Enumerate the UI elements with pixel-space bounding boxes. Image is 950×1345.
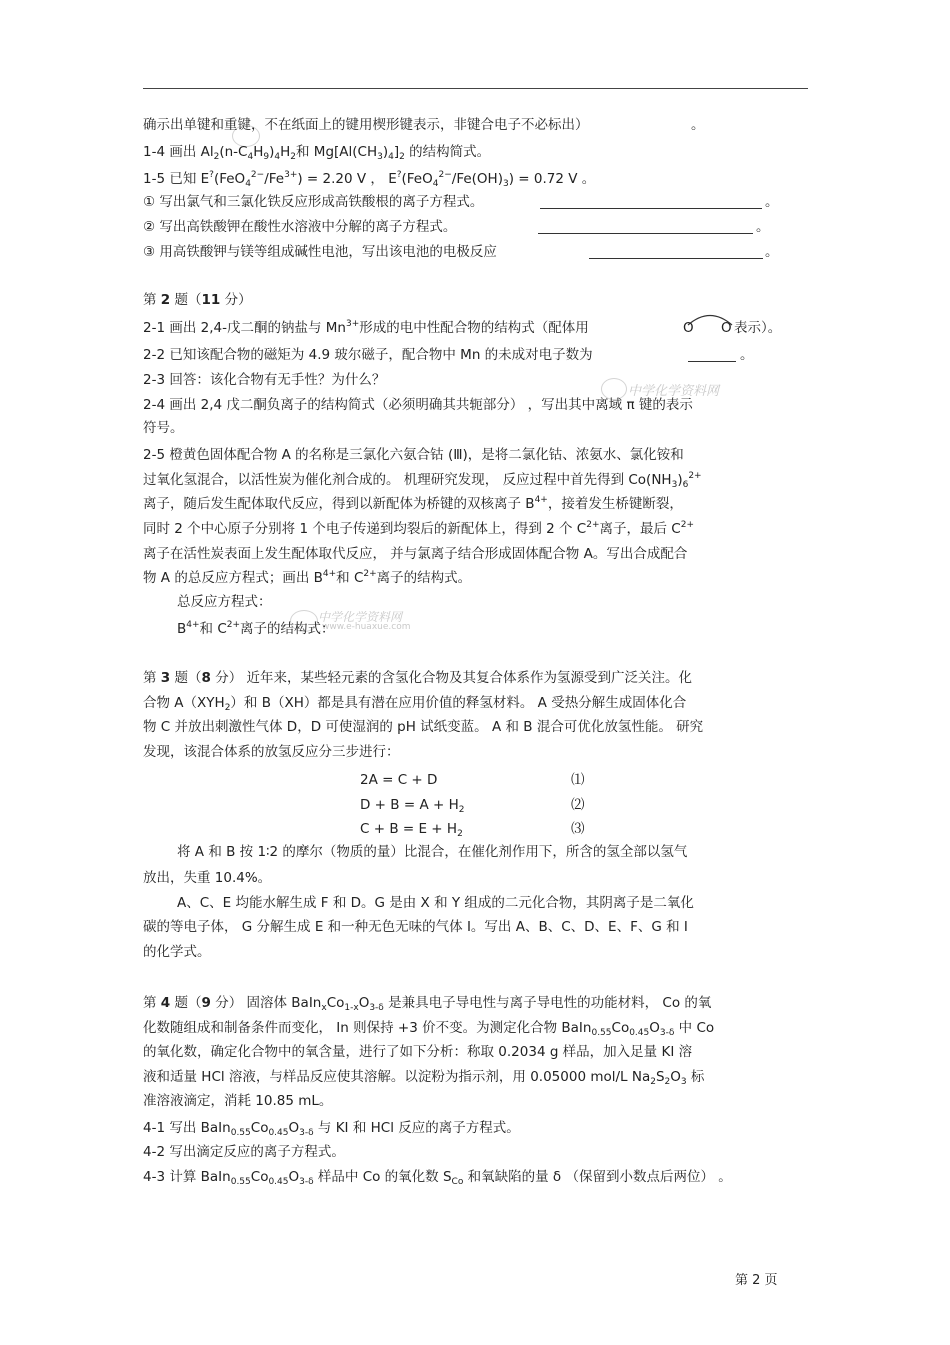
text-line: 的化学式。	[143, 944, 211, 960]
equation-1: 2A = C + D	[360, 772, 438, 788]
text-line: 放出，失重 10.4%。	[143, 870, 272, 886]
equation-3: $C + B = E + H_2$	[360, 821, 463, 839]
equation-number: ⑵	[571, 797, 585, 813]
question-4-3: 4-3 计算 $BaIn_{0.55}Co_{0.45}O_{3-\delta}$ 样品中 Co 的氧化数 $S_{Co}$ 和氧缺陷的量 δ （保留到小数点后两位） 。	[143, 1169, 732, 1187]
question-3-heading: 第 3 题（8 分） 近年来，某些轻元素的含氢化合物及其复合体系作为氢源受到广泛关注。化	[143, 670, 692, 686]
sub-question-2: ② 写出高铁酸钾在酸性水溶液中分解的离子方程式。 。	[143, 219, 770, 235]
text-line: 同时 2 个中心原子分别将 1 个电子传递到均裂后的新配体上，得到 2 个 $C^{2+}$离子，最后 $C^{2+}$	[143, 520, 695, 537]
text-line: 将 A 和 B 按 1∶2 的摩尔（物质的量）比混合，在催化剂作用下，所含的氢全部以氢气	[177, 844, 688, 860]
equation-number: ⑶	[571, 821, 585, 837]
answer-label-equation: 总反应方程式：	[177, 594, 272, 610]
question-2-4-cont: 符号。	[143, 420, 184, 436]
watermark-brand: 中学化学资料网	[318, 610, 403, 624]
answer-blank[interactable]	[538, 221, 753, 234]
text-line: 离子在活性炭表面上发生配体取代反应， 并与氯离子结合形成固体配合物 A。写出合成配合	[143, 546, 688, 562]
question-1-5: 1-5 已知 $E^?(FeO_4^{2-}/Fe^{3+}) = 2.20$ V ， $E^?(FeO_4^{2-}/Fe(OH)_3) = 0.72$ V 。	[143, 170, 596, 189]
answer-blank[interactable]	[540, 196, 762, 209]
question-2-3: 2-3 回答：该化合物有无手性？为什么？	[143, 372, 386, 388]
question-4-2: 4-2 写出滴定反应的离子方程式。	[143, 1144, 345, 1160]
text-line: 确示出单键和重键，不在纸面上的键用楔形键表示，非键合电子不必标出） 。	[143, 117, 705, 133]
text-line: 碳的等电子体， G 分解生成 E 和一种无色无味的气体 I。写出 A、B、C、D、E、F、G 和 I	[143, 919, 688, 935]
text-line: 物 C 并放出刺激性气体 D，D 可使湿润的 pH 试纸变蓝。 A 和 B 混合可优化放氢性能。 研究	[143, 719, 704, 735]
question-2-4: 2-4 画出 2,4 戊二酮负离子的结构简式（必须明确其共轭部分） ，写出其中离域 π 键的表示	[143, 397, 693, 413]
question-4-1: 4-1 写出 $BaIn_{0.55}Co_{0.45}O_{3-\delta}$ 与 KI 和 HCl 反应的离子方程式。	[143, 1120, 520, 1138]
text-line: 离子，随后发生配体取代反应，得到以新配体为桥键的双核离子 $B^{4+}$，接着发生桥键断裂，	[143, 495, 683, 512]
watermark-url: www.e-huaxue.com	[322, 622, 411, 632]
sub-question-3: ③ 用高铁酸钾与镁等组成碱性电池，写出该电池的电极反应 。	[143, 244, 779, 260]
question-4-heading: 第 4 题（9 分） 固溶体 $BaIn_xCo_{1-x}O_{3-\delta}$ 是兼具电子导电性与离子导电性的功能材料， Co 的氧	[143, 995, 712, 1013]
question-2-2: 2-2 已知该配合物的磁矩为 4.9 玻尔磁子，配合物中 Mn 的未成对电子数为 。	[143, 347, 754, 363]
text-line: 合物 $A(XYH_2)$和 B（XH）都是具有潜在应用价值的释氢材料。 A 受热分解生成固体化合	[143, 695, 687, 713]
text-line: 的氧化数，确定化合物中的氧含量，进行了如下分析：称取 0.2034 g 样品，加入足量 KI 溶	[143, 1044, 693, 1060]
answer-label-structure: $B^{4+}$和 $C^{2+}$离子的结构式：	[177, 620, 335, 637]
text-line: 化数随组成和制备条件而变化， In 则保持 +3 价不变。为测定化合物 $BaIn_{0.55}Co_{0.45}O_{3-\delta}$ 中 Co	[143, 1020, 715, 1038]
question-2-5: 2-5 橙黄色固体配合物 A 的名称是三氯化六氨合钴 (Ⅲ)，是将二氯化钴、浓氨水、氯化铵和	[143, 447, 684, 463]
watermark-brand: 中学化学资料网	[628, 384, 720, 399]
sub-question-1: ① 写出氯气和三氯化铁反应形成高铁酸根的离子方程式。 。	[143, 194, 779, 210]
text-line: 发现，该混合体系的放氢反应分三步进行：	[143, 744, 400, 760]
text-line: 物 A 的总反应方程式；画出 $B^{4+}$和 $C^{2+}$离子的结构式。	[143, 569, 472, 586]
answer-blank[interactable]	[589, 246, 763, 259]
text-line: 过氧化氢混合，以活性炭为催化剂合成的。 机理研究发现， 反应过程中首先得到 $Co(NH_3)_6^{2+}$	[143, 471, 702, 490]
page-number: 第 2 页	[735, 1273, 778, 1288]
question-1-4: 1-4 画出 $Al_2(n-C_4H_9)_4H_2$和 $Mg[Al(CH_3)_4]_2$ 的结构简式。	[143, 144, 491, 162]
text-line: 准溶液滴定，消耗 10.85 mL。	[143, 1093, 333, 1109]
text-line: 液和适量 HCl 溶液，与样品反应使其溶解。以淀粉为指示剂，用 0.05000 mol/L $Na_2S_2O_3$ 标	[143, 1069, 705, 1087]
question-2-1: 2-1 画出 2,4-戊二酮的钠盐与 $Mn^{3+}$形成的电中性配合物的结构式（配体用 O O 表示）。	[143, 319, 782, 336]
header-rule	[143, 88, 808, 89]
text-line: A、C、E 均能水解生成 F 和 D。G 是由 X 和 Y 组成的二元化合物，其阴离子是二氧化	[177, 895, 694, 911]
answer-blank[interactable]	[688, 349, 736, 362]
equation-2: $D + B = A + H_2$	[360, 797, 465, 815]
equation-number: ⑴	[571, 772, 585, 788]
question-2-heading: 第 2 题（11 分）	[143, 292, 252, 308]
